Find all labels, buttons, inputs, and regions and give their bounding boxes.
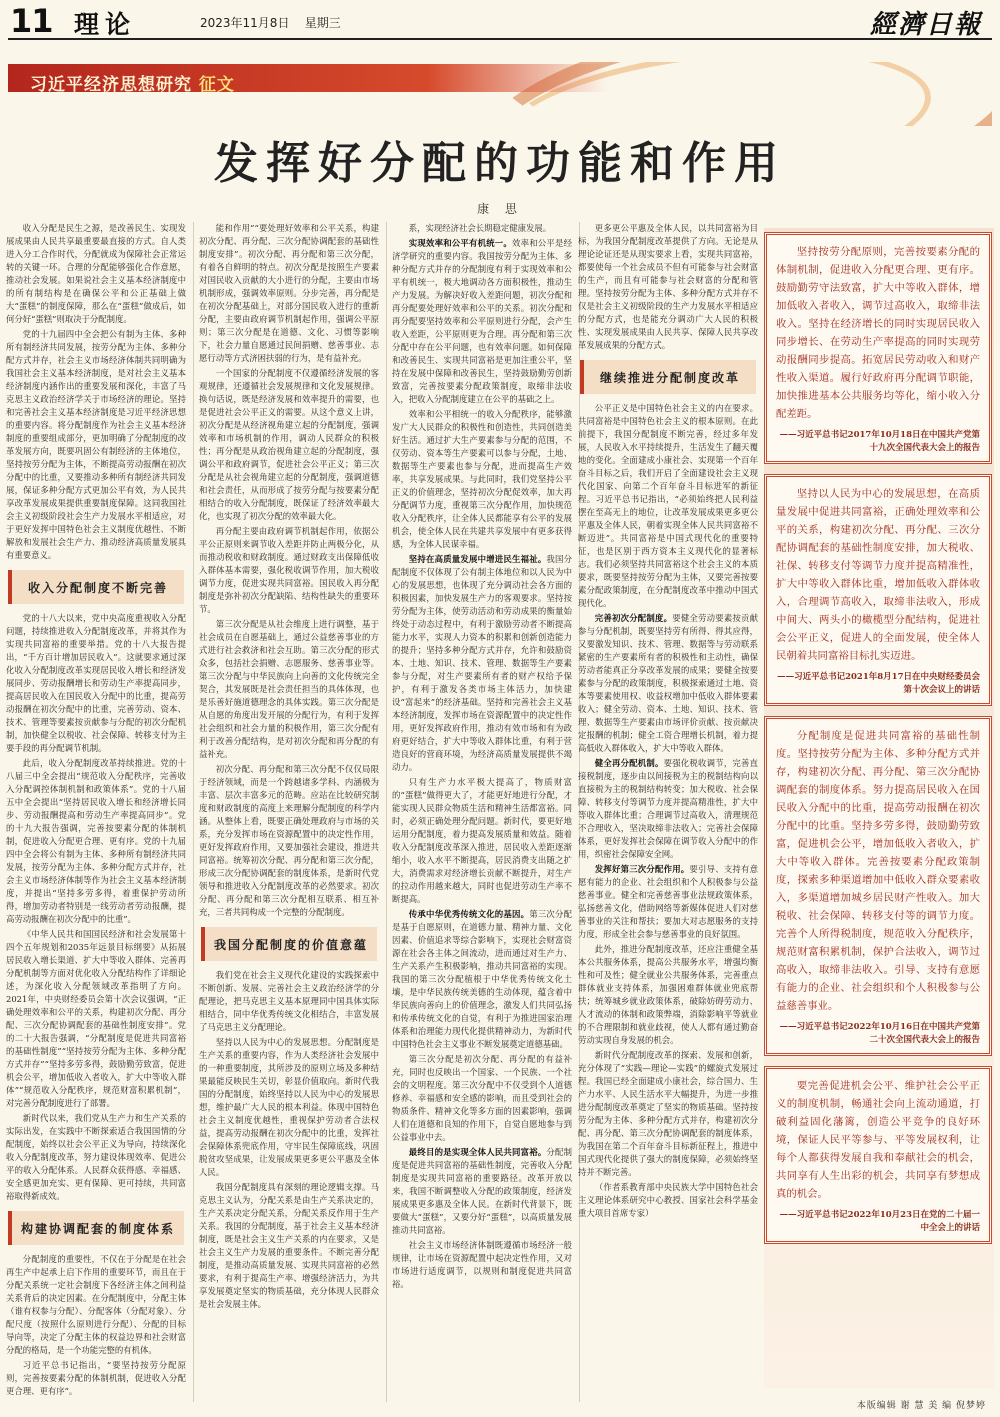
quote-text: 坚持按劳分配原则，完善按要素分配的体制机制，促进收入分配更合理、更有序。鼓励勤劳守法致富，扩大中等收入群体，增加低收入者收入，调节过高收入，取缔非法收入。坚持在经济增长的同时实现居民收入同步增长、在劳动生产率提高的同时实现劳动报酬同步提高。拓宽居民劳动收入和财产性收入渠道。履行好政府再分配调节职能，加快推进基本公共服务均等化，缩小收入分配差距。 xyxy=(776,246,980,420)
section-heading-text: 继续推进分配制度改革 xyxy=(599,370,740,385)
article-author: 康 思 xyxy=(477,202,523,216)
paragraph: 我们党在社会主义现代化建设的实践探索中不断创新、发展、完善社会主义政治经济学的分配理论，把马克思主义基本原理同中国具体实际相结合，同中华优秀传统文化相结合，丰富发展了马克思主义分配理论。 xyxy=(199,970,379,1032)
paragraph: 习近平总书记指出，“要坚持按劳分配原则，完善按要素分配的体制机制，促进收入分配更合理、更有序”。 xyxy=(6,1360,186,1396)
issue-date xyxy=(200,14,341,31)
column-suffix: 征文 xyxy=(198,75,235,95)
quote-box xyxy=(764,232,992,464)
paragraph: 健全再分配机制。要强化税收调节，完善直接税制度，逐步由以间接税为主的税制结构向以直接税为主的税制结构转变；加大税收、社会保障、转移支付等调节力度并提高精准性，扩大中等收入群体比重；合理调节过高收入，清理规范不合理收入，坚决取缔非法收入；完善社会保障体系，更好发挥社会保障在调节收入分配中的作用，织密社会保障安全网。 xyxy=(578,758,758,859)
quote-text: 分配制度是促进共同富裕的基础性制度。坚持按劳分配为主体、多种分配方式并存，构建初次分配、再分配、第三次分配协调配套的制度体系。努力提高居民收入在国民收入分配中的比重，提高劳动报酬在初次分配中的比重。坚持多劳多得，鼓励勤劳致富，促进机会公平，增加低收入者收入，扩大中等收入群体。完善按要素分配政策制度，探索多种渠道增加中低收入群众要素收入，多渠道增加城乡居民财产性收入。加大税收、社会保障、转移支付等的调节力度。完善个人所得税制度，规范收入分配秩序，规范财富积累机制，保护合法收入，调节过高收入，取缔非法收入。引导、支持有意愿有能力的企业、社会组织和个人积极参与公益慈善事业。 xyxy=(776,730,980,1012)
date-text: 2023年11月8日 xyxy=(200,16,290,30)
article-body xyxy=(6,222,758,1402)
column-divider xyxy=(193,222,194,1402)
paragraph: 再分配主要由政府调节机制起作用，依据公平公正原则来调节收入差距并防止两极分化，从而推动税收和财政制度。通过财政支出保障低收入群体基本需要，强化税收调节作用，加大税收调节力度，促进实现共同富裕。国民收入再分配制度是弥补初次分配缺陷、结构性缺失的重要环节。 xyxy=(199,526,379,614)
paragraph: 坚持在高质量发展中增进民生福祉。我国分配制度不仅体现了公有制主体地位和以人民为中心的发展思想，也体现了充分调动社会各方面的积极因素，加快发展生产力的客观要求。坚持按劳分配为主体，使劳动活动和劳动成果的衡量始终处于动态过程中，有利于激励劳动者不断提高能力水平，实现人力资本的积累和创新创造能力的提升；坚持多种分配方式并存，允许和鼓励资本、土地、知识、技术、管理、数据等生产要素参与分配，对生产要素所有者的财产权给予保护，有利于激发各类市场主体活力，加快建设“富起来”的经济基础。坚持和完善社会主义基本经济制度，发挥市场在资源配置中的决定性作用，更好发挥政府作用，推动有效市场和有为政府更好结合，扩大中等收入群体比重，有利于营造良好的营商环境，为经济高质量发展提供不竭动力。 xyxy=(392,554,572,772)
paragraph: 效率和公平相统一的收入分配秩序，能够激发广大人民群众的积极性和创造性，共同创造美好生活。通过扩大生产要素参与分配的范围，不仅劳动、资本等生产要素可以参与分配，土地、数据等生产要素也参与分配，进而提高生产效率，共享发展成果。与此同时，我们党坚持公平正义的价值理念，坚持初次分配促效率，加大再分配调节力度，重视第三次分配作用，加快规范收入分配秩序，让全体人民都能享有公平的发展机会，使全体人民在共建共享发展中有更多获得感，为全体人民谋幸福。 xyxy=(392,409,572,549)
column-name xyxy=(30,70,235,95)
article-column-1 xyxy=(6,222,186,1402)
section-heading xyxy=(580,360,756,394)
paragraph: 社会主义市场经济体制既遵循市场经济一般规律，让市场在资源配置中起决定性作用，又对市场进行适度调节，以规则和制度促进共同富裕。 xyxy=(392,1240,572,1289)
section-heading xyxy=(8,570,184,604)
quote-text: 要完善促进机会公平、维护社会公平正义的制度机制，畅通社会向上流动通道，打破利益固化藩篱，创造公平竞争的良好环境，保证人民平等参与、平等发展权利，让每个人都获得发展自我和奉献社会的机会，共同享有人生出彩的机会，共同享有梦想成真的机会。 xyxy=(776,1080,980,1200)
quote-source: ——习近平总书记2021年8月17日在中央财经委员会第十次会议上的讲话 xyxy=(777,672,980,695)
paragraph: 初次分配、再分配和第三次分配不仅仅局限于经济领域，而是一个跨越诸多学科、内涵极为丰富、层次丰富多元的范畴。应站在比较研究制度和财政制度的高度上来理解分配制度的科学内涵。从整体上看，既要正确处理政府与市场的关系，充分发挥市场在资源配置中的决定性作用，更好发挥政府作用，又要加强社会建设，推进共同富裕。统筹初次分配、再分配和第三次分配，形成三次分配协调配套的制度体系，是新时代党领导和推进收入分配制度改革的必然要求。初次分配、再分配和第三次分配相互联系、相互补充，三者共同构成一个完整的分配制度。 xyxy=(199,764,379,917)
banner-ribbon xyxy=(8,64,608,95)
column-banner xyxy=(8,62,992,126)
quote-source: ——习近平总书记2022年10月23日在党的二十届一中全会上的讲话 xyxy=(779,1210,980,1233)
masthead-rule xyxy=(8,38,992,40)
paragraph: 第三次分配是从社会维度上进行调整，基于社会成员在自愿基础上，通过公益慈善事业的方式进行社会救济和社会互助。第三次分配的形式众多，包括社会捐赠、志愿服务、慈善事业等。第三次分配与中华民族向上向善的文化传统完全契合，其发展既是社会责任担当的具体体现，也是乐善好施道德理念的具体实践。第三次分配是从自愿的角度出发开展的分配行为，有利于发挥社会组织和社会力量的积极作用，第三次分配有利于改善分配结构，是对初次分配和再分配的有益补充。 xyxy=(199,619,379,759)
section-heading xyxy=(8,1211,184,1245)
editor-credit: 本版编辑 谢 慧 美 编 倪梦婷 xyxy=(856,1401,986,1411)
paragraph: 发挥好第三次分配作用。要引导、支持有意愿有能力的企业、社会组织和个人积极参与公益慈善事业。健全和完善慈善事业法规政策体系，弘扬慈善文化，借助网络等新媒体促进人们对慈善事业的关注和帮扶；要加大对志愿服务的支持力度，形成全社会参与慈善事业的良好氛围。 xyxy=(578,864,758,939)
paragraph: 此外，推进分配制度改革，还应注重健全基本公共服务体系，提高公共服务水平，增强均衡性和可及性；健全就业公共服务体系，完善重点群体就业支持体系，加强困难群体就业兜底帮扶；统筹城乡就业政策体系，破除妨碍劳动力、人才流动的体制和政策弊端，消除影响平等就业的不合理限制和就业歧视，使人人都有通过勤奋劳动实现自身发展的机会。 xyxy=(578,944,758,1045)
column-divider xyxy=(386,222,387,1402)
paragraph: 收入分配是民生之源，是改善民生、实现发展成果由人民共享最重要最直接的方式。自人类进入分工合作时代，分配就成为保障社会正常运转的关键一环。合理的分配能够强化合作意愿，推动社会发展。如果说社会主义基本经济制度中的所有制结构是在确保公平和公正基础上做大“蛋糕”的制度保障，那么在“蛋糕”做成后，如何分好“蛋糕”则取决于分配制度。 xyxy=(6,223,186,324)
section-heading xyxy=(201,927,377,961)
quote-box xyxy=(764,1066,992,1244)
section-heading-text: 我国分配制度的价值意蕴 xyxy=(213,937,368,952)
paragraph: 此后，收入分配制度改革持续推进。党的十八届三中全会提出“规范收入分配秩序，完善收入分配调控体制机制和政策体系”。党的十八届五中全会提出“坚持居民收入增长和经济增长同步、劳动报酬提高和劳动生产率提高同步”。党的十九大报告强调，完善按要素分配的体制机制，促进收入分配更合理、更有序。党的十九届四中全会将公有制为主体、多种所有制经济共同发展，按劳分配为主体、多种分配方式并存，社会主义市场经济体制等作为社会主义基本经济制度，并提出“坚持多劳多得，着重保护劳动所得，增加劳动者特别是一线劳动者劳动报酬，提高劳动报酬在初次分配中的比重”。 xyxy=(6,758,186,924)
article-column-2 xyxy=(199,222,379,1402)
paragraph: 能和作用”“要处理好效率和公平关系，构建初次分配、再分配、三次分配协调配套的基础性制度安排”。初次分配、再分配和第三次分配，有着各自鲜明的特点。初次分配是按照生产要素对国民收入贡献的大小进行的分配，主要由市场机制形成，强调效率原则。分步完善，再分配是在初次分配基础上，对部分国民收入进行的重新分配，主要由政府调节机制起作用，强调公平原则；第三次分配是在道德、文化、习惯等影响下，社会力量自愿通过民间捐赠、慈善事业、志愿行动等方式济困扶弱的行为，是有益补充。 xyxy=(199,223,379,363)
quote-box xyxy=(764,716,992,1056)
paragraph: 公平正义是中国特色社会主义的内在要求。共同富裕是中国特色社会主义的根本原则。在此前提下，我国分配制度不断完善，经过多年发展，人民收入水平持续提升，生活发生了翻天覆地的变化。全面建成小康社会、实现第一个百年奋斗目标之后，我们开启了全面建设社会主义现代化国家、向第二个百年奋斗目标进军的新征程。习近平总书记指出，“必须始终把人民利益摆在至高无上的地位，让改革发展成果更多更公平惠及全体人民，朝着实现全体人民共同富裕不断迈进”。共同富裕是中国式现代化的重要特征，也是区别于西方资本主义现代化的显著标志。我们必须坚持共同富裕这个社会主义的本质要求，既要坚持按劳分配为主体，又要完善按要素分配政策制度，在分配制度改革中推动中国式现代化。 xyxy=(578,403,758,608)
paragraph: 传承中华优秀传统文化的基因。第三次分配是基于自愿原则，在道德力量、精神力量、文化因素、价值追求等综合影响下，实现社会财富资源在社会各主体之间流动，进而通过对生产力、生产关系产生积极影响，推动共同富裕的实现。我国的第三次分配植根于中华优秀传统文化土壤，是中华民族传统美德的生动体现，蕴含着中华民族向善向上的价值理念，激发人们共同弘扬和传承传统文化的自觉，有利于为推进国家治理体系和治理能力现代化提供精神动力，为新时代中国特色社会主义事业不断发展奠定道德基础。 xyxy=(392,909,572,1049)
column-name-text: 习近平经济思想研究 xyxy=(30,75,192,95)
paragraph: 更多更公平惠及全体人民，以共同富裕为目标，为我国分配制度改革提供了方向。无论是从理论论证还是从现实要求上看，实现共同富裕，都要使每一个社会成员不但有可能参与社会财富的生产，而且有可能参与社会财富的分配和管理。坚持按劳分配为主体、多种分配方式并存不仅是社会主义初级阶段的生产力发展水平相适应的分配方式，也是能充分调动广大人民的积极性、实现发展成果由人民共享、保障人民共享改革发展成果的分配方式。 xyxy=(578,223,758,350)
paper-logo: 經濟日報 xyxy=(869,10,982,40)
section-title: 理论 xyxy=(74,10,137,39)
paragraph: （作者系教育部中央民族大学中国特色社会主义理论体系研究中心教授、国家社会科学基金重大项目首席专家） xyxy=(578,1182,758,1218)
paragraph: 新时代分配制度改革的探索、发展和创新，充分体现了“实践—理论—实践”的螺旋式发展过程。我国已经全面建成小康社会，综合国力、生产力水平、人民生活水平大幅提升，为进一步推进分配制度改革奠定了坚实的物质基础。坚持按劳分配为主体、多种分配方式并存，构建初次分配、再分配、第三次分配协调配套的制度体系，为我国在第二个百年奋斗目标新征程上，推进中国式现代化提供了强大的制度保障，必须始终坚持并不断完善。 xyxy=(578,1050,758,1177)
paragraph: 党的十八大以来，党中央高度重视收入分配问题，持续推进收入分配制度改革，并将其作为实现共同富裕的重要举措。党的十八大报告提出，“千方百计增加居民收入”。这就要求通过深化收入分配制度改革实现居民收入增长和经济发展同步、劳动报酬增长和劳动生产率提高同步，提高居民收入在国民收入分配中的比重，提高劳动报酬在初次分配中的比重，完善劳动、资本、技术、管理等要素按贡献参与分配的初次分配机制，加快健全以税收、社会保障、转移支付为主要手段的再分配调节机制。 xyxy=(6,613,186,753)
paragraph: 完善初次分配制度。要健全劳动要素按贡献参与分配机制，既要坚持劳有所得、得其应得，又要激发知识、技术、管理、数据等与劳动联系紧密的生产要素所有者的积极性和主动性，确保劳动者能真正分享改革发展的成果；要健全按要素参与分配的政策制度，积极探索通过土地、资本等要素使用权、收益权增加中低收入群体要素收入；健全劳动、资本、土地、知识、技术、管理、数据等生产要素由市场评价贡献、按贡献决定报酬的机制；健全工资合理增长机制，着力提高低收入群体收入，扩大中等收入群体。 xyxy=(578,613,758,753)
paragraph: 《中华人民共和国国民经济和社会发展第十四个五年规划和2035年远景目标纲要》从拓展居民收入增长渠道、扩大中等收入群体、完善再分配机制等方面对优化收入分配结构作了详细论述，为深化收入分配领域改革指明了方向。2021年，中央财经委员会第十次会议强调，“正确处理效率和公平的关系，构建初次分配、再分配、三次分配协调配套的基础性制度安排”。党的二十大报告强调，“分配制度是促进共同富裕的基础性制度”“坚持按劳分配为主体、多种分配方式并存”“坚持多劳多得，鼓励勤劳致富，促进机会公平，增加低收入者收入，扩大中等收入群体”“规范收入分配秩序，规范财富积累机制”，对完善分配制度进行了部署。 xyxy=(6,929,186,1108)
paragraph: 我国分配制度具有深刻的理论逻辑支撑。马克思主义认为，分配关系是由生产关系决定的，生产关系决定分配关系，分配关系反作用于生产关系。我国的分配制度，基于社会主义基本经济制度，既是社会主义生产关系的内在要求，又是社会主义生产力发展的重要条件。不断完善分配制度，是推动高质量发展、实现共同富裕的必然要求，有利于提高生产率、增强经济活力，为共享发展奠定坚实的物质基础，充分体现人民群众是社会发展主体。 xyxy=(199,1182,379,1309)
article-title: 发挥好分配的功能和作用 xyxy=(214,138,786,189)
paragraph: 党的十九届四中全会把公有制为主体、多种所有制经济共同发展，按劳分配为主体、多种分配方式并存，社会主义市场经济体制共同明确为我国社会主义基本经济制度，是对社会主义基本经济制度内涵作出的重要发展和深化，丰富了马克思主义政治经济学关于市场经济的理论。坚持和完善社会主义基本经济制度是习近平经济思想的重要内容。将分配制度作为社会主义基本经济制度的重要组成部分，更加明确了分配制度的改革发展方向，既要巩固公有制经济的主体地位，坚持按劳分配为主体，不断提高劳动报酬在初次分配中的比重，又要推动多种所有制经济共同发展，保证多种分配方式更加公平有效，为人民共享改革发展成果提供重要制度保障。这同我国社会主义初级阶段社会生产力发展水平相适应，对于更好发挥中国特色社会主义制度优越性、不断解放和发展社会生产力、推动经济高质量发展具有重要意义。 xyxy=(6,329,186,560)
paragraph: 第三次分配是初次分配、再分配的有益补充，同时也反映出一个国家、一个民族、一个社会的文明程度。第三次分配中不仅受到个人道德修养、幸福感和安全感的影响，而且受到社会的物质条件、精神文化等多方面的因素影响，强调人们在道德和良知的作用下，自觉自愿地参与到公益事业中去。 xyxy=(392,1054,572,1142)
paragraph: 系，实现经济社会长期稳定健康发展。 xyxy=(408,223,552,233)
quote-sidebar xyxy=(764,232,992,1382)
section-heading-text: 构建协调配套的制度体系 xyxy=(20,1221,175,1236)
quote-text: 坚持以人民为中心的发展思想，在高质量发展中促进共同富裕，正确处理效率和公平的关系，构建初次分配、再分配、三次分配协调配套的基础性制度安排，加大税收、社保、转移支付等调节力度并提高精准性，扩大中等收入群体比重，增加低收入群体收入，合理调节高收入，取缔非法收入，形成中间大、两头小的橄榄型分配结构，促进社会公平正义，促进人的全面发展，使全体人民朝着共同富裕目标扎实迈进。 xyxy=(776,488,980,662)
paragraph: 分配制度的重要性，不仅在于分配是在社会再生产中起承上启下作用的重要环节，而且在于分配关系统一定社会制度下各经济主体之间利益关系背后的决定因素。在分配制度中，分配主体（谁有权参与分配）、分配客体（分配对象）、分配尺度（按照什么原则进行分配）、分配的目标导向等，决定了分配主体的权益边界和社会财富分配的格局，是一个功能完整的有机体。 xyxy=(6,1254,186,1355)
masthead xyxy=(0,0,1000,42)
weekday-text: 星期三 xyxy=(304,16,341,30)
paragraph: 新时代以来，我们党从生产力和生产关系的实际出发，在实践中不断探索适合我国国情的分配制度，始终以社会公平正义为导向，持续深化收入分配制度改革，努力建设体现效率、促进公平的收入分配体系。人民群众获得感、幸福感、安全感更加充实、更有保障、更可持续，共同富裕取得新成效。 xyxy=(6,1113,186,1201)
quote-source: ——习近平总书记2017年10月18日在中国共产党第十九次全国代表大会上的报告 xyxy=(779,430,980,453)
page-number: 11 xyxy=(10,2,53,40)
section-heading-text: 收入分配制度不断完善 xyxy=(27,580,168,595)
quote-source: ——习近平总书记2022年10月16日在中国共产党第二十次全国代表大会上的报告 xyxy=(779,1022,980,1045)
article-column-3 xyxy=(392,222,572,1402)
quote-box xyxy=(764,474,992,706)
paragraph: 只有生产力水平极大提高了，物质财富的“蛋糕”做得更大了，才能更好地进行分配，才能实现人民群众物质生活和精神生活都富裕。同时，必须正确处理分配问题。新时代，要更好地运用分配制度，着力提高发展质量和效益。随着收入分配制度改革深入推进，居民收入差距逐渐缩小，收入水平不断提高，居民消费支出随之扩大，消费需求对经济增长贡献不断提升，对生产的拉动作用越来越大，同时也促进劳动生产率不断提高。 xyxy=(392,777,572,904)
paragraph: 一个国家的分配制度不仅遵循经济发展的客观规律，还遵循社会发展规律和文化发展规律。换句话说，既是经济发展和效率提升的需要，也是促进社会公平正义的需要。从这个意义上讲，初次分配是从经济视角建立起的分配制度，强调效率和市场机制的作用，调动人民群众的积极性；再分配是从政治视角建立起的分配制度，强调公平和政府调节，促进社会公平正义；第三次分配是从社会视角建立起的分配制度，强调道德和社会责任，从而形成了按劳分配与按要素分配相结合的收入分配制度，既保证了经济效率最大化，也实现了初次分配的效率最大化。 xyxy=(199,368,379,521)
paragraph: 实现效率和公平有机统一。效率和公平是经济学研究的重要内容。我国按劳分配为主体、多种分配方式并存的分配制度有利于实现效率和公平有机统一，极大地调动各方面积极性，推动生产力发展。为解决好收入差距问题，初次分配和再分配要处理好效率和公平的关系。初次分配和再分配要坚持效率和公平原则进行分配，会产生收入差距，公平原则更为合理。再分配和第三次分配中存在公平问题，也有效率问题。如何保障和改善民生、实现共同富裕是更加注重公平，坚持在发展中保障和改善民生，坚持鼓励勤劳创新致富，完善按要素分配政策制度，取缔非法收入，把收入分配制度建立在公平的基础之上。 xyxy=(392,238,572,404)
paragraph: 最终目的是实现全体人民共同富裕。分配制度是促进共同富裕的基础性制度，完善收入分配制度是实现共同富裕的重要路径。改革开放以来，我国不断调整收入分配的政策制度，经济发展成果更多惠及全体人民。在新时代背景下，既要做大“蛋糕”，又要分好“蛋糕”，以高质量发展推动共同富裕。 xyxy=(392,1147,572,1235)
article-column-4 xyxy=(578,222,758,1402)
paragraph: 坚持以人民为中心的发展思想。分配制度是生产关系的重要内容，作为人类经济社会发展中的一种重要制度，其所涉及的原则立场及多种结果最能反映民生关切，彰显价值取向。新时代我国的分配制度，始终坚持以人民为中心的发展思想，维护最广大人民的根本利益。体现中国特色社会主义制度优越性，重视保护劳动者合法权益，提高劳动报酬在初次分配中的比重，发挥社会保障体系兜底作用，守牢民生保障底线，巩固脱贫攻坚成果，让发展成果更多更公平惠及全体人民。 xyxy=(199,1037,379,1177)
